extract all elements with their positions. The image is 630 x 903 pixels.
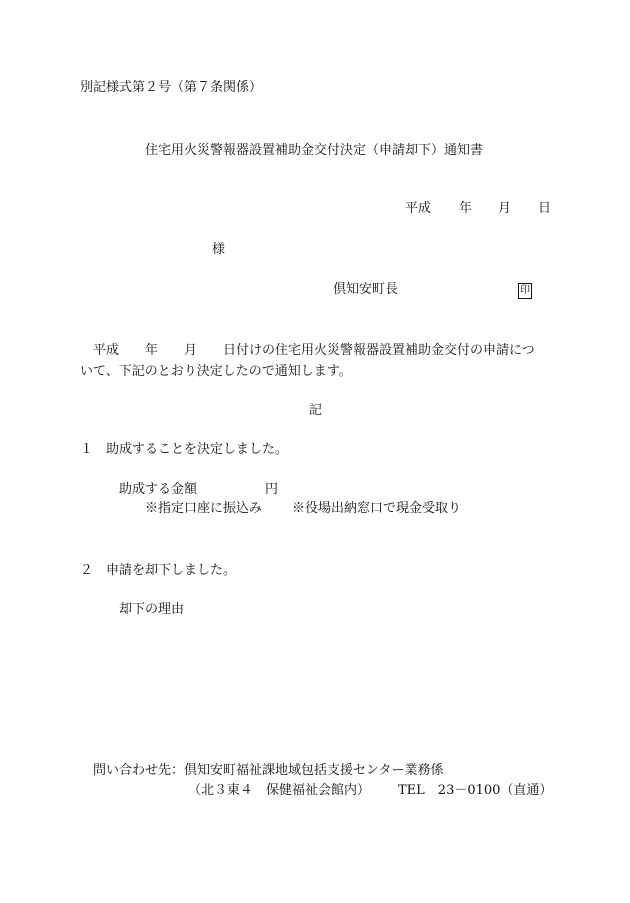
form-label: 別記様式第２号（第７条関係） [80, 80, 263, 95]
yen-unit: 円 [265, 482, 279, 497]
reject-reason-label: 却下の理由 [119, 602, 185, 617]
date-month: 月 [498, 201, 512, 216]
body-line-1: 平成 年 月 日付けの住宅用火災警報器設置補助金交付の申請につ [93, 343, 535, 358]
contact-line: 問い合わせ先：倶知安町福祉課地域包括支援センター業務係 [93, 763, 444, 778]
contact-tel: TEL 23－0100（直通） [398, 783, 553, 798]
date-year: 年 [459, 201, 473, 216]
amount-label: 助成する金額 [119, 482, 198, 497]
option-cash: ※役場出納窓口で現金受取り [292, 501, 462, 516]
contact-address: （北３東４ 保健福祉会館内） [188, 783, 371, 798]
issuer-name: 倶知安町長 [333, 282, 399, 297]
date-era: 平成 [405, 201, 432, 216]
section-2-heading: ２ 申請を却下しました。 [80, 563, 237, 578]
addressee-honorific: 様 [212, 242, 226, 257]
option-transfer: ※指定口座に振込み [145, 501, 263, 516]
ki-heading: 記 [309, 403, 323, 418]
seal-mark: 印 [518, 283, 532, 299]
body-line-2: いて、下記のとおり決定したので通知します。 [80, 364, 352, 379]
section-1-heading: １ 助成することを決定しました。 [80, 442, 289, 457]
date-day: 日 [538, 201, 552, 216]
document-title: 住宅用火災警報器設置補助金交付決定（申請却下）通知書 [145, 143, 484, 158]
